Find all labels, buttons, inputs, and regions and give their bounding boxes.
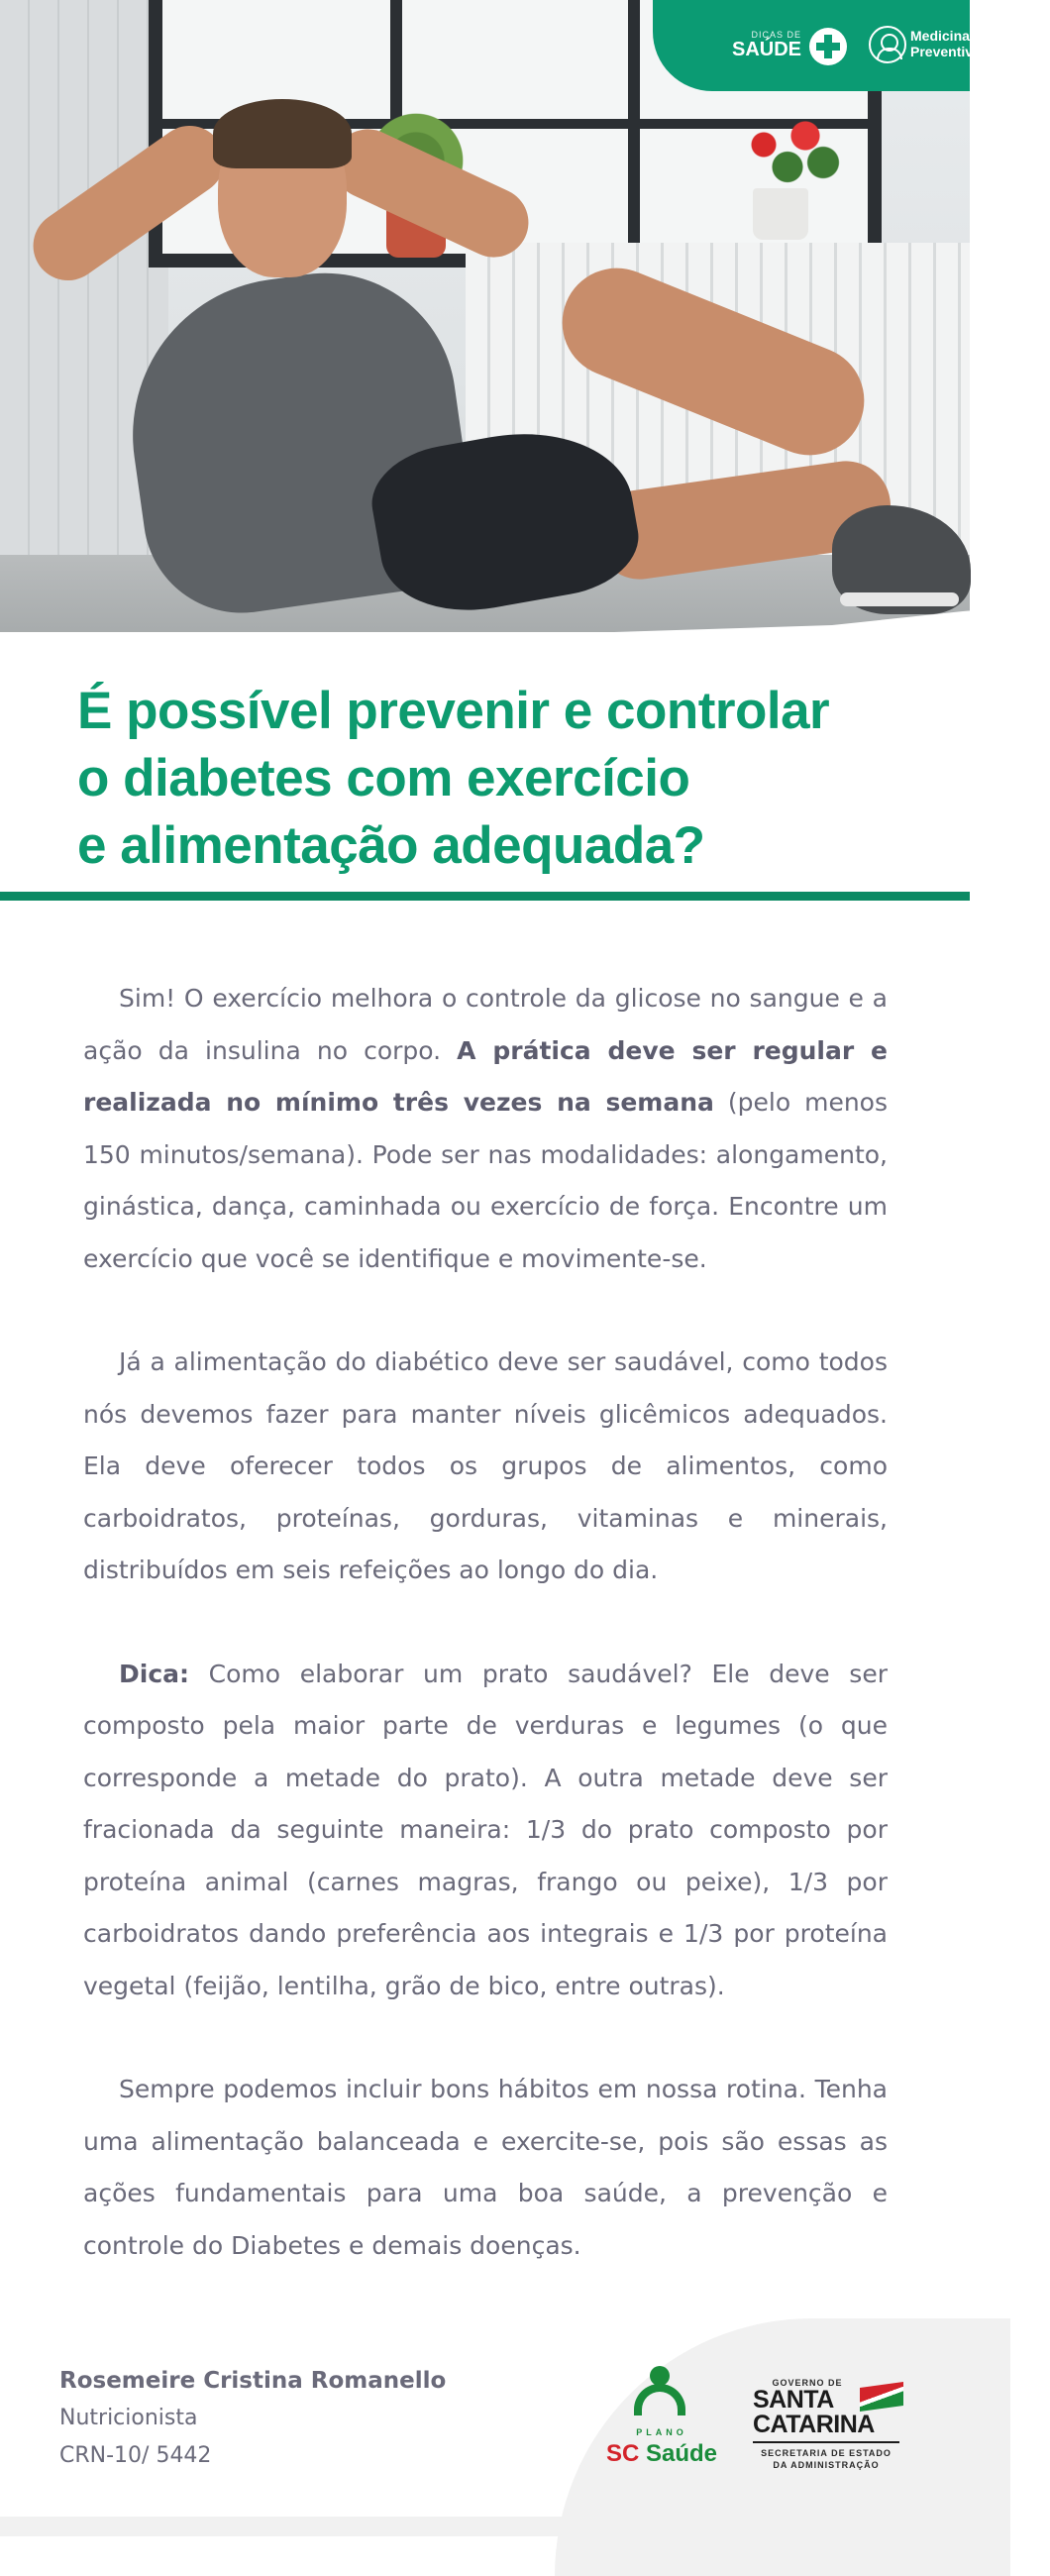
plano-figure-icon: [628, 2366, 691, 2425]
author-crn: CRN-10/ 5442: [59, 2443, 212, 2468]
plano-sc-saude-logo: [602, 2366, 721, 2495]
article-body: [83, 973, 888, 2272]
gov-wordmark: SANTA CATARINA: [753, 2386, 875, 2438]
author-role: Nutricionista: [59, 2406, 198, 2430]
page-title: [77, 678, 949, 880]
exercise-highlight: A prática deve ser regular e realizada no mínimo três vezes na semana: [83, 1035, 888, 1117]
dicas-small: DICAS DE: [751, 30, 801, 40]
medicina-preventiva-label: [910, 28, 980, 59]
sc-saude-wordmark: SC Saúde: [605, 2440, 718, 2467]
paragraph-exercise: Sim! O exercício melhora o controle da glicose no sangue e a ação da insulina no corpo. A prática deve ser regular e realizada no mínimo três vezes na semana (pelo menos 150 minutos/semana). Pode ser nas modalidades: alongamento, ginástica, dança, caminhada ou exercício de força. Encontre um exercício que você se identifique e movimente-se.: [83, 984, 888, 1273]
governo-santa-catarina-logo: [753, 2378, 911, 2497]
title-divider: [0, 892, 970, 901]
health-cross-icon: [809, 28, 847, 65]
gov-small-label: GOVERNO DE: [772, 2378, 843, 2388]
secretaria-label: SECRETARIA DE ESTADO DA ADMINISTRAÇÃO: [761, 2448, 892, 2470]
dicas-big: SAÚDE: [731, 39, 801, 60]
brand-tab: [653, 0, 981, 91]
medicina-line1: Medicina: [910, 28, 970, 44]
medicina-line2: Preventiva: [910, 44, 981, 59]
medicina-preventiva-icon: [869, 26, 906, 63]
plano-label: PLANO: [636, 2427, 687, 2437]
title-line-3: e alimentação adequada?: [77, 816, 705, 875]
tip-label: Dica:: [119, 1659, 190, 1688]
paragraph-conclusion: Sempre podemos incluir bons hábitos em nossa rotina. Tenha uma alimentação balanceada e exercite-se, pois são essas as ações fundamentais para uma boa saúde, a prevenção e controle do Diabetes e demais doenças.: [83, 2075, 888, 2260]
exercising-man: [0, 0, 970, 634]
hero-photo: [0, 0, 970, 634]
author-name: Rosemeire Cristina Romanello: [59, 2368, 447, 2394]
paragraph-diet: Já a alimentação do diabético deve ser saudável, como todos nós devemos fazer para manter níveis glicêmicos adequados. Ela deve oferecer todos os grupos de alimentos, como carboidratos, proteínas, gorduras, vitaminas e minerais, distribuídos em seis refeições ao longo do dia.: [83, 1347, 888, 1584]
title-line-2: o diabetes com exercício: [77, 749, 690, 807]
title-line-1: É possível prevenir e controlar: [77, 682, 830, 740]
paragraph-tip: Dica: Como elaborar um prato saudável? Ele deve ser composto pela maior parte de verduras e legumes (o que corresponde a metade do prato). A outra metade deve ser fracionada da seguinte maneira: 1/3 do prato composto por proteína animal (carnes magras, frango ou peixe), 1/3 por carboidratos dando preferência aos integrais e 1/3 por proteína vegetal (feijão, lentilha, grão de bico, entre outras).: [83, 1659, 888, 2000]
gov-divider: [753, 2441, 899, 2443]
dicas-de-saude-logo: [702, 30, 801, 69]
footer-strip: [0, 2517, 970, 2536]
